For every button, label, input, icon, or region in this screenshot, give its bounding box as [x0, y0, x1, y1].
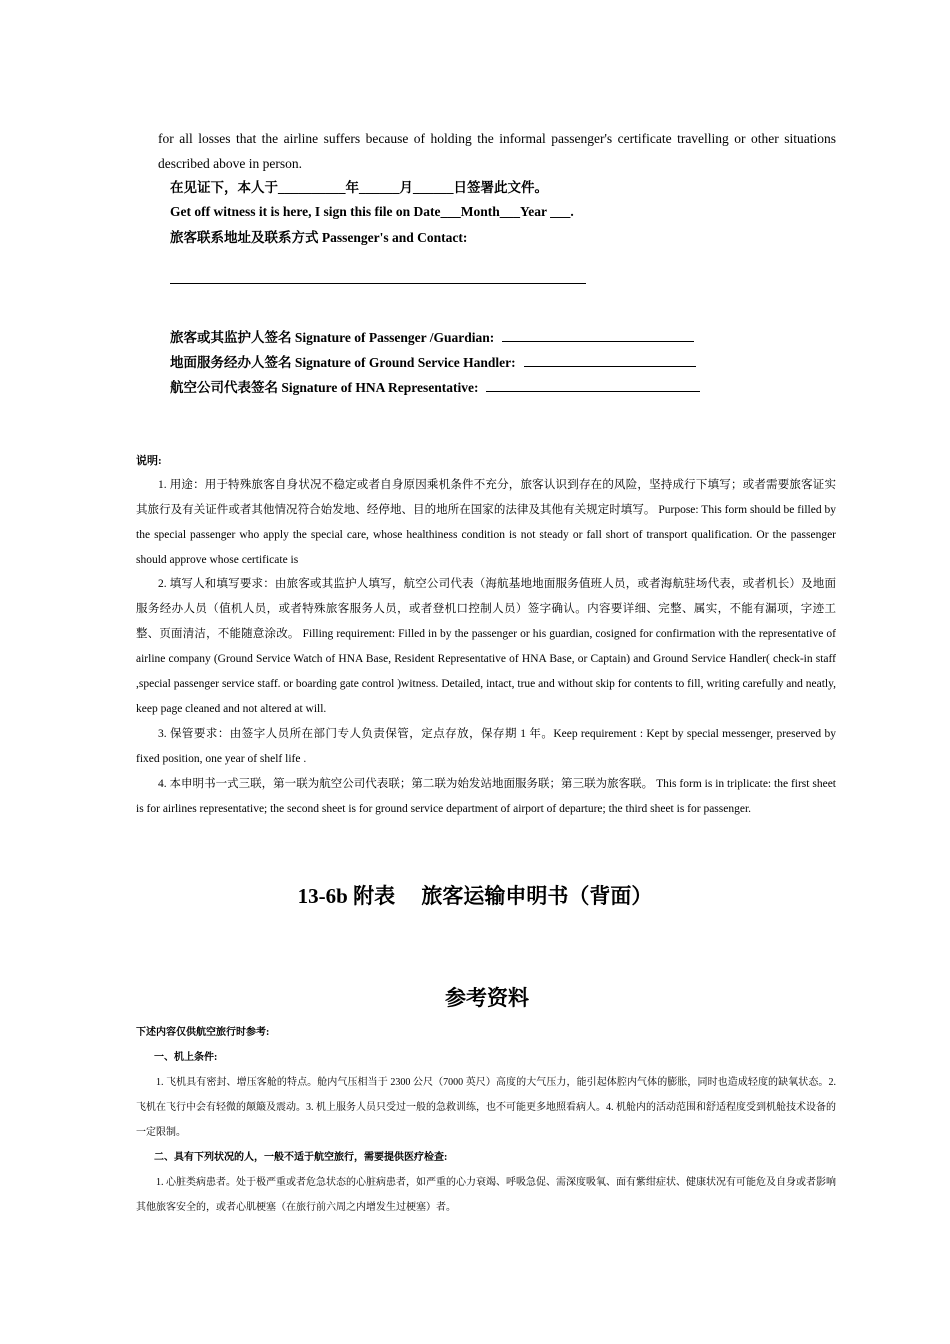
signature-passenger-label: 旅客或其监护人签名 Signature of Passenger /Guardian: — [170, 330, 495, 345]
section2-text: 1. 心脏类病患者。处于极严重或者危急状态的心脏病患者，如严重的心力衰竭、呼吸急促、需深度吸氧、面有紫绀症状、健康状况有可能危及自身或者影响其他旅客安全的，或者心肌梗塞（在旅行前六周之内增发生过梗塞）者。 — [136, 1177, 836, 1213]
signature-hna-rep-row — [170, 377, 700, 398]
witness-statement-cn: 在见证下，本人于__________年______月______日签署此文件。 — [170, 180, 548, 195]
reference-title: 参考资料 — [445, 986, 529, 1010]
page-title-form-back: 13-6b 附表 旅客运输申明书（背面） — [297, 884, 653, 908]
section1-text: 1. 飞机具有密封、增压客舱的特点。舱内气压相当于 2300 公尺（7000 英尺）高度的大气压力，能引起体腔内气体的膨胀，同时也造成轻度的缺氧状态。2. 飞机在飞行中会有轻微的颠簸及震动。3. 机上服务人员只受过一般的急救训练，也不可能更多地照看病人。4. 机舱内的活动范围和舒适程度受到机舱技术设备的一定限制。 — [136, 1077, 836, 1138]
signature-passenger-row — [170, 327, 694, 348]
signature-ground-handler-line[interactable] — [524, 352, 696, 367]
note-item-purpose: 1. 用途：用于特殊旅客自身状况不稳定或者自身原因乘机条件不充分，旅客认识到存在的风险，坚持成行下填写；或者需要旅客证实其旅行及有关证件或者其他情况符合始发地、经停地、目的地所在国家的法律及其他有关规定时填写。 Purpose: This form should be filled by the special passenger who apply the special care, whose healthiness condition is not steady or fall short of transport qualification. Or the passenger should approve whose certificate is — [136, 479, 836, 566]
liability-paragraph: for all losses that the airline suffers because of holding the informal passenger's certificate travelling or other situations described above in person. — [158, 131, 836, 171]
signature-hna-rep-line[interactable] — [486, 377, 700, 392]
contact-blank-line[interactable] — [170, 283, 586, 284]
contact-label: 旅客联系地址及联系方式 Passenger's and Contact: — [170, 230, 468, 245]
notes-title: 说明: — [136, 455, 162, 467]
note-item-filling: 2. 填写人和填写要求：由旅客或其监护人填写，航空公司代表（海航基地地面服务值班人员，或者海航驻场代表，或者机长）及地面服务经办人员（值机人员，或者特殊旅客服务人员，或者登机口控制人员）签字确认。内容要详细、完整、属实，不能有漏项，字迹工整、页面清洁，不能随意涂改。 Filling requirement: Filled in by the passenger or his guardian, cosigned for confirmation with the representative of airline company (Ground Service Watch of HNA Base, Resident Representative of HNA Base, or Captain) and Ground Service Handler( check-in staff ,special passenger service staff. or boarding gate control )witness. Detailed, intact, true and without skip for contents to fill, writing carefully and neatly, keep page cleaned and not altered at will. — [136, 578, 836, 715]
witness-statement-en: Get off witness it is here, I sign this file on Date___Month___Year ___. — [170, 204, 574, 219]
note-item-keeping: 3. 保管要求：由签字人员所在部门专人负责保管，定点存放，保存期 1 年。Keep requirement : Kept by special messenger, preserved by fixed position, one year of shelf life . — [136, 728, 836, 765]
section1-title: 一、机上条件: — [154, 1052, 218, 1063]
signature-passenger-line[interactable] — [502, 327, 694, 342]
signature-ground-handler-label: 地面服务经办人签名 Signature of Ground Service Handler: — [170, 355, 516, 370]
note-item-triplicate: 4. 本申明书一式三联，第一联为航空公司代表联；第二联为始发站地面服务联；第三联为旅客联。 This form is in triplicate: the first sheet is for airlines representative; the second sheet is for ground service department of airport of departure; the third sheet is for passenger. — [136, 778, 836, 815]
reference-intro: 下述内容仅供航空旅行时参考: — [136, 1027, 270, 1038]
signature-ground-handler-row — [170, 352, 696, 373]
section2-title: 二、具有下列状况的人，一般不适于航空旅行，需要提供医疗检查: — [154, 1152, 448, 1163]
signature-hna-rep-label: 航空公司代表签名 Signature of HNA Representative: — [170, 380, 479, 395]
